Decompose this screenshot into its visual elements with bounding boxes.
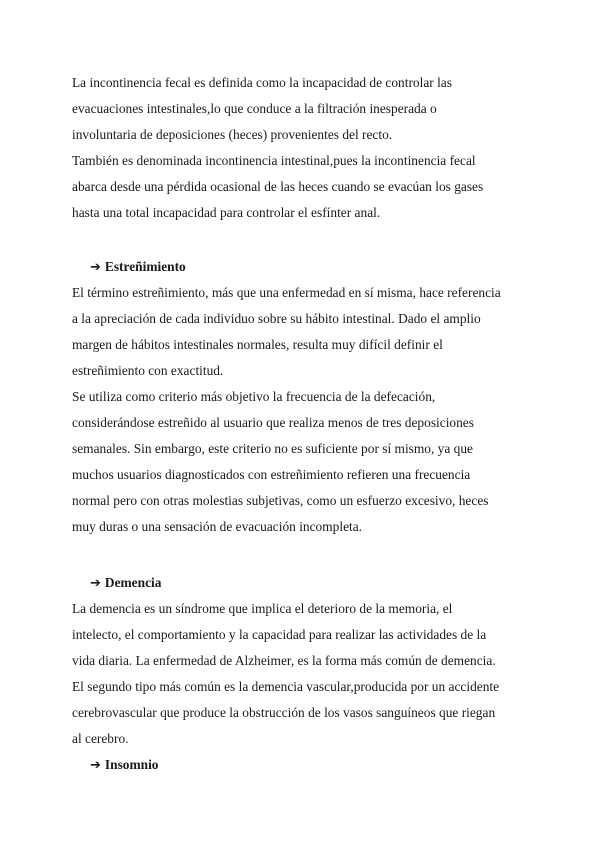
section-heading-insomnio — [72, 752, 542, 778]
section-title: Demencia — [104, 575, 162, 590]
section-demencia — [72, 570, 542, 752]
intro-line: La incontinencia fecal es definida como la incapacidad de controlar las — [72, 75, 452, 90]
paragraph-line: margen de hábitos intestinales normales, resulta muy difícil definir el — [72, 337, 443, 352]
paragraph-line: muy duras o una sensación de evacuación incompleta. — [72, 519, 363, 534]
section-title: Estreñimiento — [104, 259, 186, 274]
section-insomnio — [72, 752, 542, 778]
arrow-right-icon: ➔ — [90, 576, 101, 591]
section-title: Insomnio — [104, 757, 159, 772]
intro-line: abarca desde una pérdida ocasional de las heces cuando se evacúan los gases — [72, 179, 484, 194]
arrow-right-icon: ➔ — [90, 260, 101, 275]
paragraph-line: semanales. Sin embargo, este criterio no es suficiente por sí mismo, ya que — [72, 441, 473, 456]
arrow-right-icon: ➔ — [90, 758, 101, 773]
paragraph-line: al cerebro. — [72, 731, 129, 746]
paragraph-line: La demencia es un síndrome que implica el deterioro de la memoria, el — [72, 601, 453, 616]
paragraph-line: Se utiliza como criterio más objetivo la frecuencia de la defecación, — [72, 389, 436, 404]
paragraph-line: considerándose estreñido al usuario que realiza menos de tres deposiciones — [72, 415, 474, 430]
paragraph-line: El segundo tipo más común es la demencia vascular,producida por un accidente — [72, 679, 500, 694]
paragraph-line: estreñimiento con exactitud. — [72, 363, 224, 378]
paragraph-line: normal pero con otras molestias subjetivas, como un esfuerzo excesivo, heces — [72, 493, 489, 508]
intro-line: involuntaria de deposiciones (heces) provenientes del recto. — [72, 127, 393, 142]
intro-line: evacuaciones intestinales,lo que conduce a la filtración inesperada o — [72, 101, 437, 116]
section-heading-estrenimiento — [72, 254, 542, 280]
intro-paragraph — [72, 70, 542, 226]
section-heading-demencia — [72, 570, 542, 596]
paragraph-line: intelecto, el comportamiento y la capacidad para realizar las actividades de la — [72, 627, 487, 642]
paragraph-line: muchos usuarios diagnosticados con estreñimiento refieren una frecuencia — [72, 467, 471, 482]
intro-line: hasta una total incapacidad para controlar el esfínter anal. — [72, 205, 381, 220]
paragraph-line: a la apreciación de cada individuo sobre su hábito intestinal. Dado el amplio — [72, 311, 481, 326]
section-estrenimiento — [72, 254, 542, 540]
document-page — [72, 70, 542, 778]
paragraph-line: cerebrovascular que produce la obstrucción de los vasos sanguíneos que riegan — [72, 705, 496, 720]
paragraph-line: vida diaria. La enfermedad de Alzheimer, es la forma más común de demencia. — [72, 653, 496, 668]
intro-line: También es denominada incontinencia intestinal,pues la incontinencia fecal — [72, 153, 476, 168]
paragraph-line: El término estreñimiento, más que una enfermedad en sí misma, hace referencia — [72, 285, 501, 300]
